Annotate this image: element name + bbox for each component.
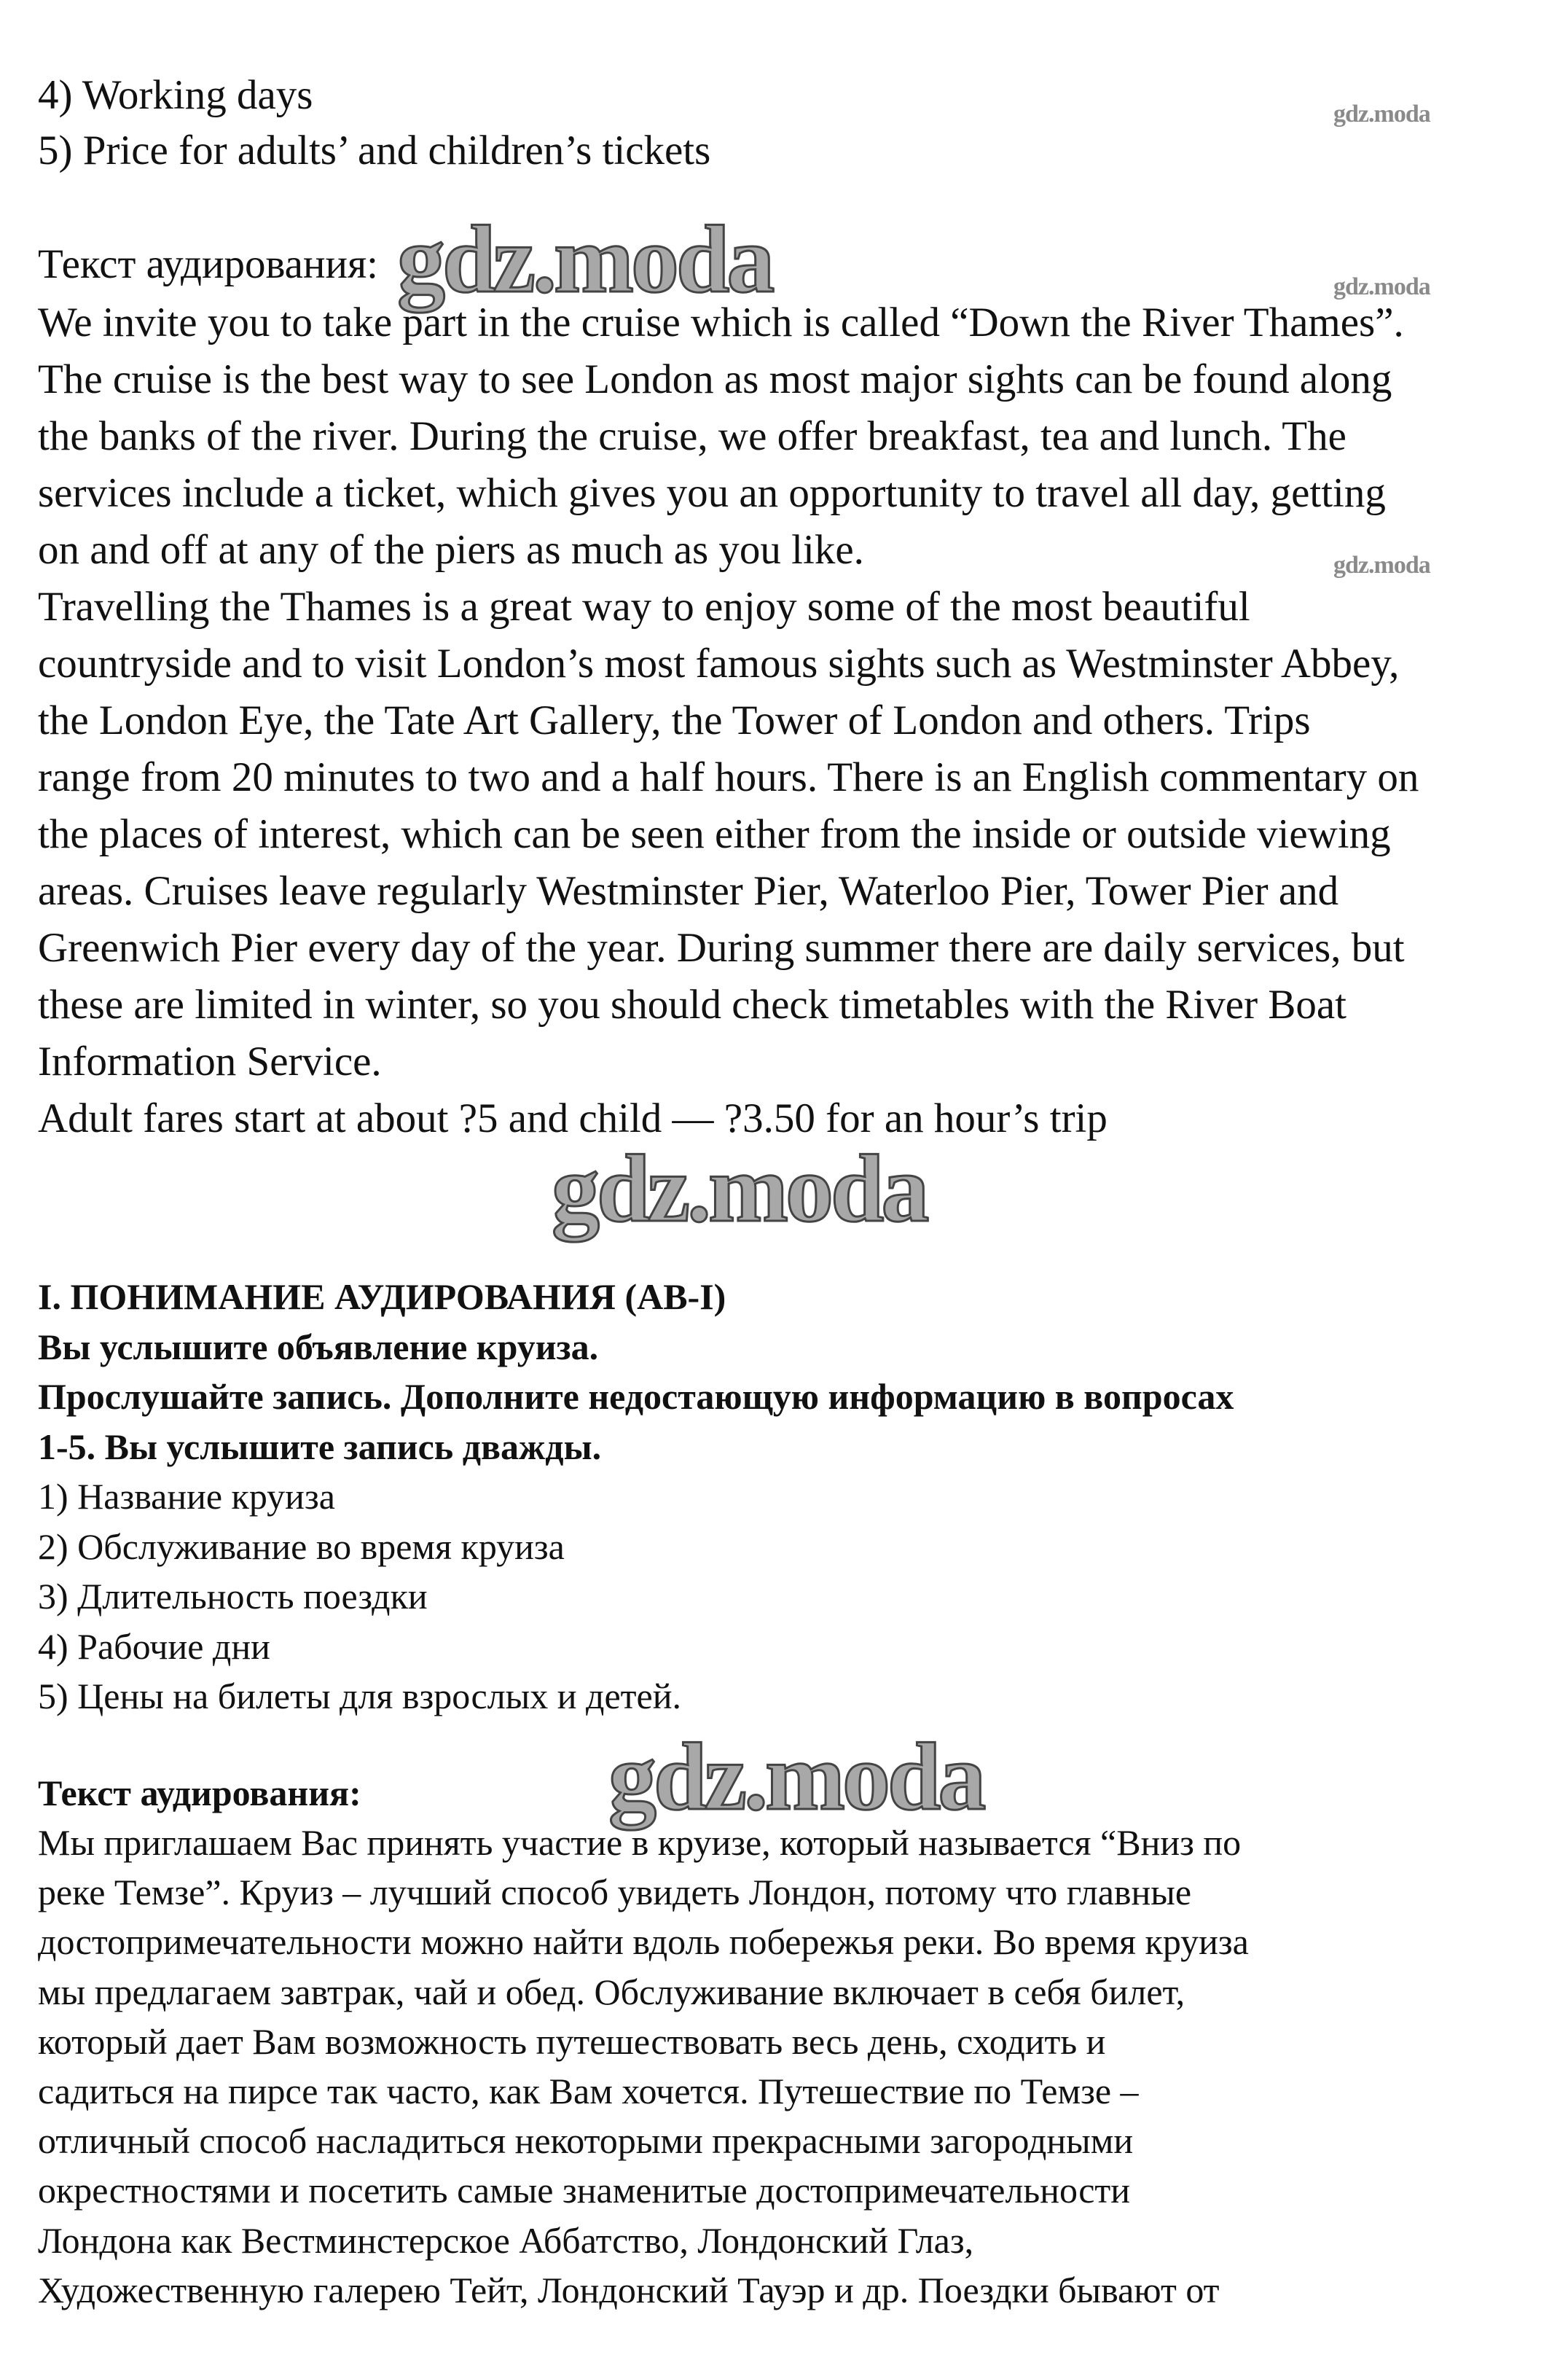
paragraph-line: range from 20 minutes to two and a half hours. There is an English commentary on — [38, 754, 1419, 800]
list-item: 2) Обслуживание во время круиза — [38, 1525, 565, 1567]
watermark-small: gdz.moda — [1333, 101, 1430, 128]
paragraph-line: достопримечательности можно найти вдоль побережья реки. Во время круиза — [38, 1921, 1249, 1963]
watermark-small: gdz.moda — [1333, 552, 1430, 579]
paragraph-line: on and off at any of the piers as much as you like. — [38, 527, 864, 573]
paragraph-line: отличный способ насладиться некоторыми прекрасными загородными — [38, 2120, 1134, 2162]
paragraph-line: окрестностями и посетить самые знаменитые достопримечательности — [38, 2170, 1130, 2211]
watermark-small: gdz.moda — [1333, 273, 1430, 300]
paragraph-line: areas. Cruises leave regularly Westminster Pier, Waterloo Pier, Tower Pier and — [38, 868, 1339, 914]
paragraph-line: который дает Вам возможность путешествовать весь день, сходить и — [38, 2020, 1106, 2062]
paragraph-line: реке Темзе”. Круиз – лучший способ увидеть Лондон, потому что главные — [38, 1872, 1192, 1913]
list-item: 5) Цены на билеты для взрослых и детей. — [38, 1676, 681, 1716]
paragraph-line: The cruise is the best way to see London as most major sights can be found along — [38, 356, 1392, 402]
paragraph-line: services include a ticket, which gives you an opportunity to travel all day, getting — [38, 470, 1386, 516]
paragraph-line: the London Eye, the Tate Art Gallery, the Tower of London and others. Trips — [38, 697, 1311, 743]
heading-line: Вы услышите объявление круиза. — [38, 1326, 599, 1367]
section-label: Текст аудирования: — [38, 241, 379, 287]
paragraph-line: Лондона как Вестминстерское Аббатство, Лондонский Глаз, — [38, 2219, 974, 2261]
list-item: 5) Price for adults’ and children’s tickets — [38, 128, 711, 173]
watermark-large: gdz.moda — [397, 206, 772, 313]
heading-line: I. ПОНИМАНИЕ АУДИРОВАНИЯ (AB-I) — [38, 1276, 726, 1317]
paragraph-line: the banks of the river. During the cruise, we offer breakfast, tea and lunch. The — [38, 413, 1346, 459]
paragraph-line: Information Service. — [38, 1039, 382, 1085]
paragraph-line: Мы приглашаем Вас принять участие в круизе, который называется “Вниз по — [38, 1822, 1242, 1863]
paragraph-line: мы предлагаем завтрак, чай и обед. Обслуживание включает в себя билет, — [38, 1971, 1185, 2012]
paragraph-line: the places of interest, which can be seen either from the inside or outside viewing — [38, 811, 1391, 857]
paragraph-line: Greenwich Pier every day of the year. During summer there are daily services, but — [38, 925, 1405, 971]
watermark-large: gdz.moda — [608, 1723, 984, 1830]
paragraph-line: We invite you to take part in the cruise which is called “Down the River Thames”. — [38, 300, 1404, 345]
paragraph-line: садиться на пирсе так часто, как Вам хочется. Путешествие по Темзе – — [38, 2071, 1139, 2111]
paragraph-line: Adult fares start at about ?5 and child — ?3.50 for an hour’s trip — [38, 1095, 1108, 1141]
paragraph-line: countryside and to visit London’s most famous sights such as Westminster Abbey, — [38, 641, 1400, 687]
heading-line: 1-5. Вы услышите запись дважды. — [38, 1426, 602, 1467]
paragraph-line: Художественную галерею Тейт, Лондонский Тауэр и др. Поездки бывают от — [38, 2269, 1220, 2310]
watermark-large: gdz.moda — [552, 1135, 927, 1242]
list-item: 3) Длительность поездки — [38, 1576, 428, 1617]
list-item: 4) Рабочие дни — [38, 1625, 270, 1667]
list-item: 1) Название круиза — [38, 1476, 335, 1517]
paragraph-line: these are limited in winter, so you should check timetables with the River Boat — [38, 982, 1346, 1028]
paragraph-line: Travelling the Thames is a great way to enjoy some of the most beautiful — [38, 584, 1250, 630]
heading-line: Прослушайте запись. Дополните недостающую информацию в вопросах — [38, 1376, 1234, 1417]
section-label: Текст аудирования: — [38, 1773, 361, 1813]
list-item: 4) Working days — [38, 72, 313, 118]
